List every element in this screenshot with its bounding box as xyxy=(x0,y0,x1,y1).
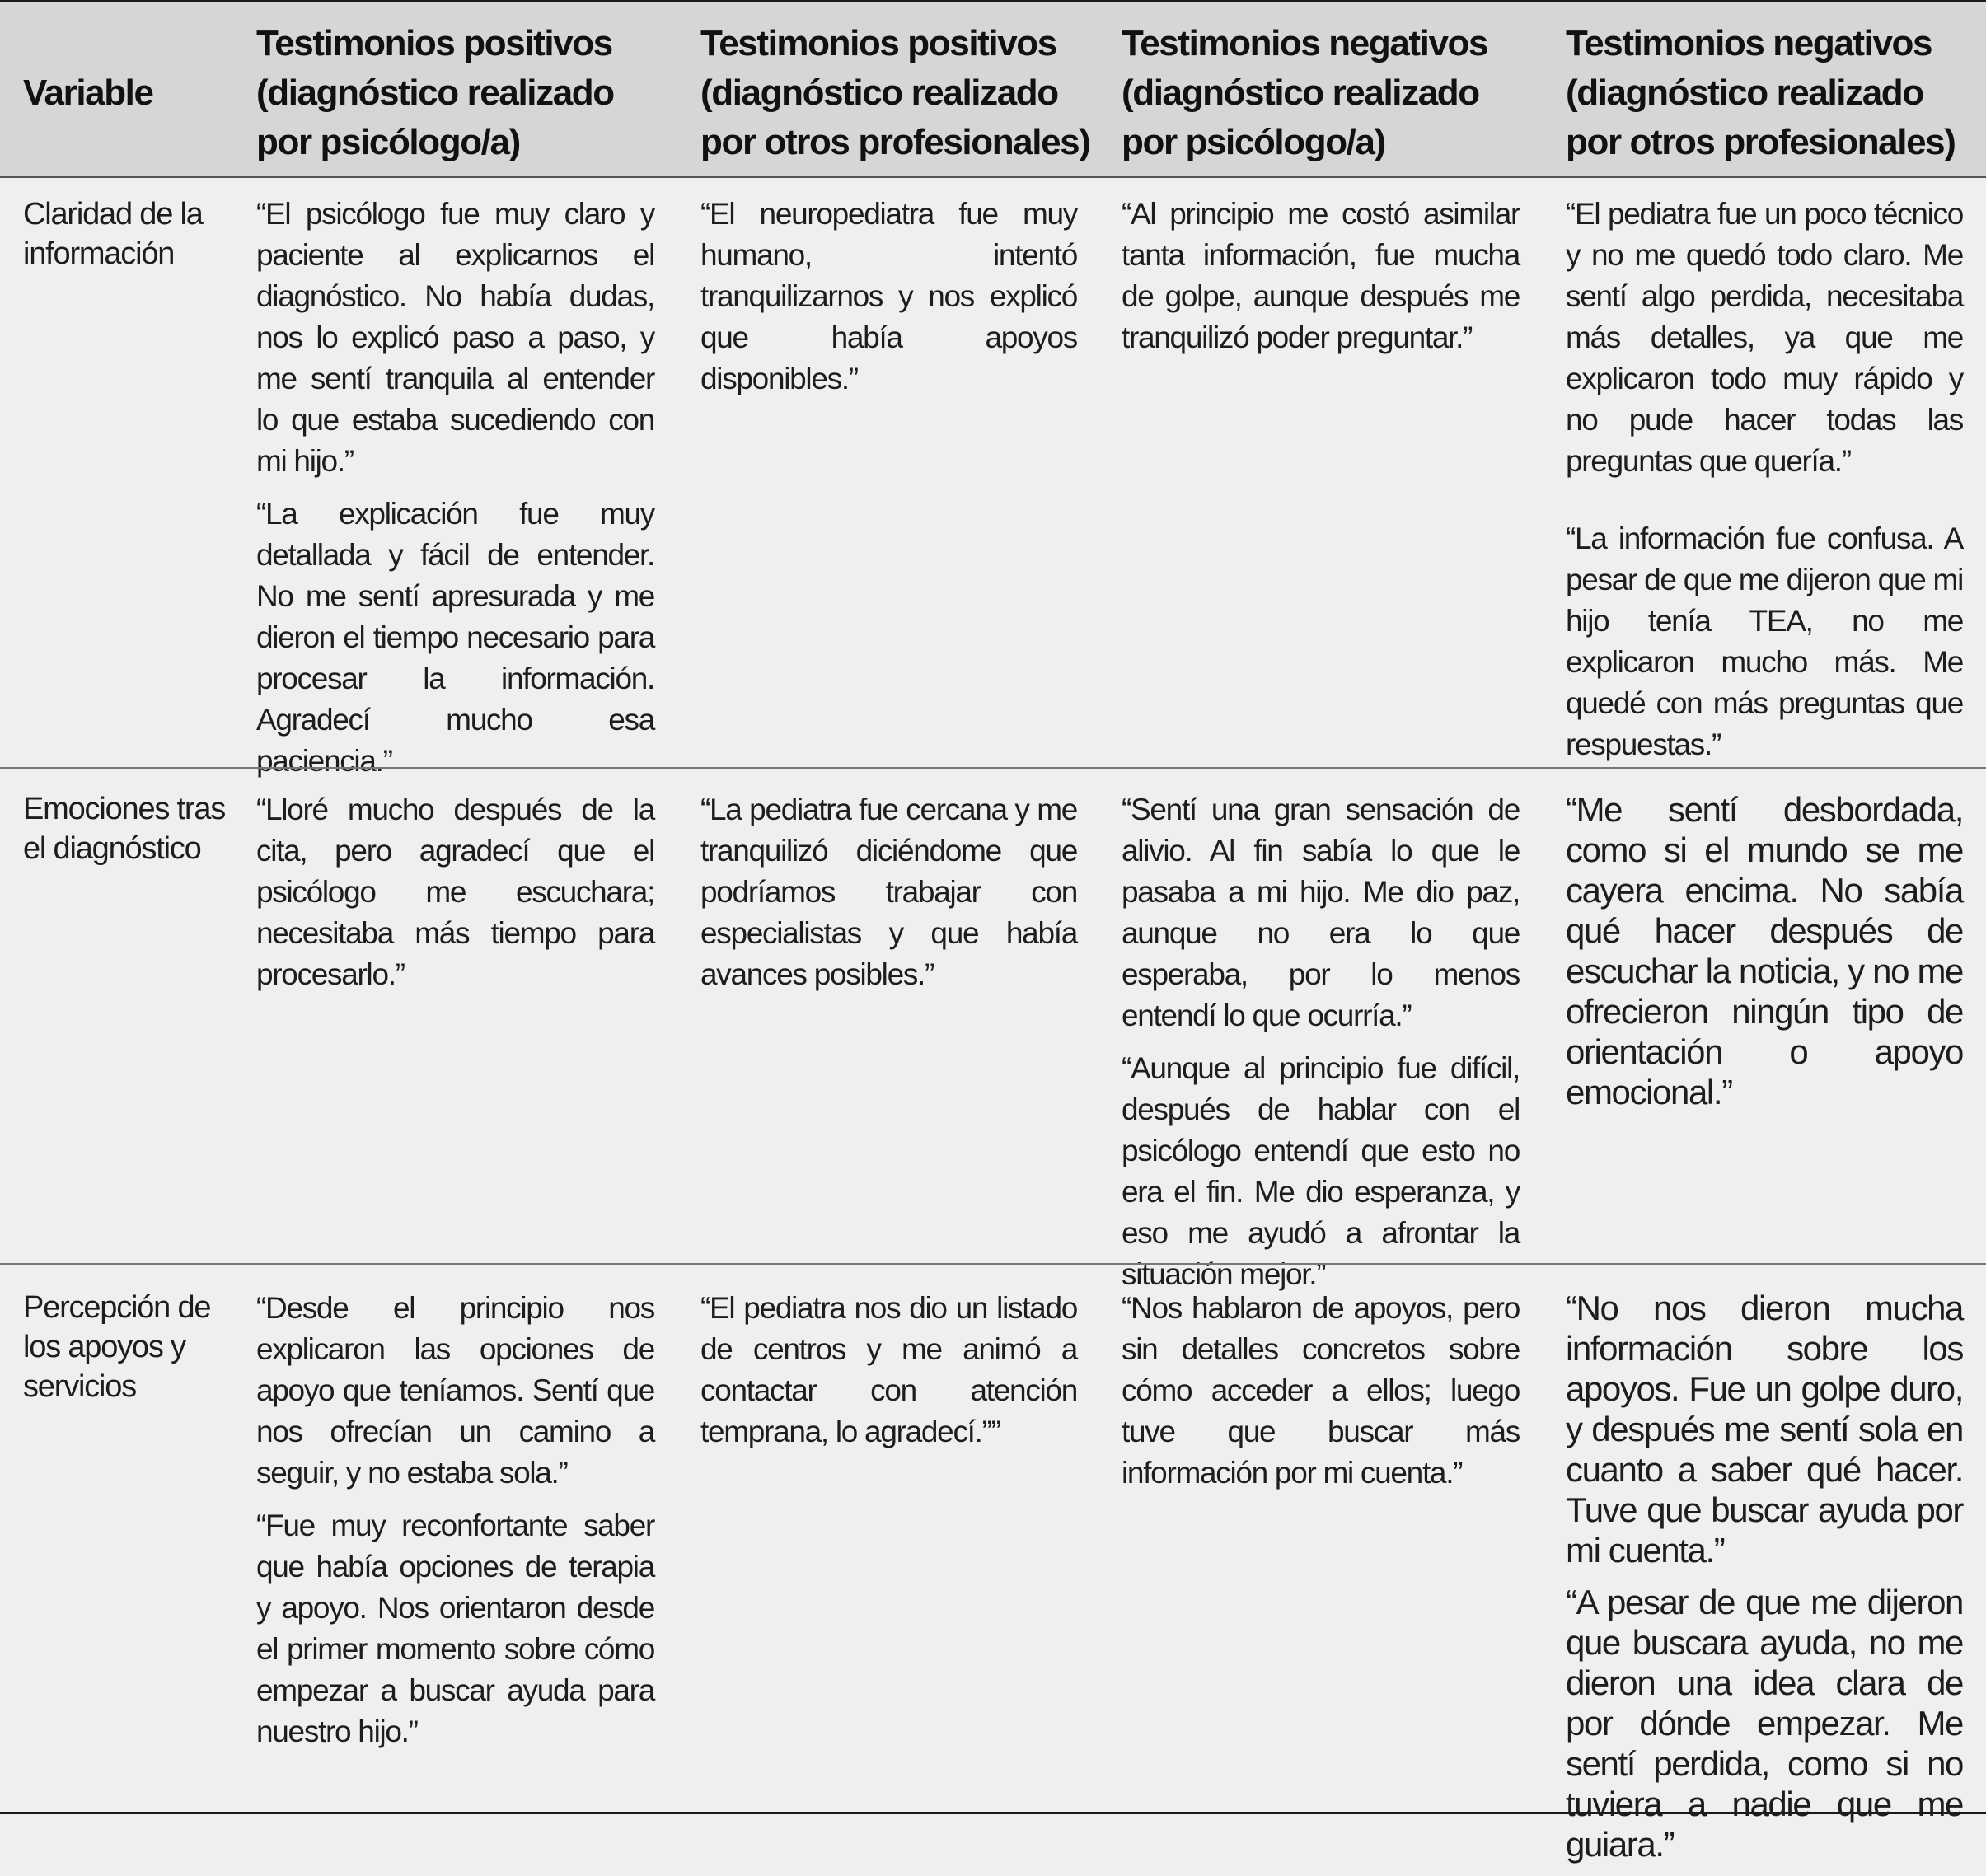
row-divider xyxy=(0,1263,1986,1265)
header-positive-other xyxy=(700,19,1089,167)
header-text: Testimonios positivos (diagnóstico realizado por otros profesionales) xyxy=(700,23,1090,162)
header-variable: Variable xyxy=(23,73,153,113)
header-text: Testimonios negativos (diagnóstico realizado por otros profesionales) xyxy=(1566,23,1956,162)
header-negative-psychologist xyxy=(1122,19,1487,167)
header-positive-psychologist xyxy=(256,19,614,167)
testimonial: “Fue muy reconfortante saber que había opciones de terapia y apoyo. Nos orientaron desde el primer momento sobre cómo empezar a buscar ayuda para nuestro hijo.” xyxy=(256,1509,654,1748)
cell-positive-psychologist xyxy=(256,1288,654,1764)
cell-positive-psychologist xyxy=(256,194,654,793)
testimonial: “El pediatra nos dio un listado de centros y me animó a contactar con atención temprana, lo agradecí.”” xyxy=(700,1291,1077,1448)
row-variable: Percepción de los apoyos y servicios xyxy=(23,1290,211,1404)
cell-negative-psychologist xyxy=(1122,1288,1520,1505)
testimonial: “Me sentí desbordada, como si el mundo se me cayera encima. No sabía qué hacer después de escuchar la noticia, y no me ofrecieron ningún tipo de orientación o apoyo emocional.” xyxy=(1566,790,1963,1111)
cell-positive-other xyxy=(700,789,1077,1007)
testimonial: “Al principio me costó asimilar tanta información, fue mucha de golpe, aunque después me tranquilizó poder preguntar.” xyxy=(1122,197,1520,354)
testimonial: “Desde el principio nos explicaron las opciones de apoyo que teníamos. Sentí que nos ofrecían un camino a seguir, y no estaba sola.” xyxy=(256,1291,654,1490)
header-negative-other xyxy=(1566,19,1955,167)
testimonial: “La información fue confusa. A pesar de que me dijeron que mi hijo tenía TEA, no me explicaron mucho más. Me quedé con más preguntas que respuestas.” xyxy=(1566,522,1963,761)
testimonial: “A pesar de que me dijeron que buscara ayuda, no me dieron una idea clara de por dónde empezar. Me sentí perdida, como si no tuviera a nadie que me guiara.” xyxy=(1566,1583,1963,1864)
row-variable: Claridad de la información xyxy=(23,197,203,271)
testimonial: “La pediatra fue cercana y me tranquilizó diciéndome que podríamos trabajar con especialistas y que había avances posibles.” xyxy=(700,793,1077,991)
row-variable: Emociones tras el diagnóstico xyxy=(23,792,226,866)
testimonial: “Lloré mucho después de la cita, pero agradecí que el psicólogo me escuchara; necesitaba más tiempo para procesarlo.” xyxy=(256,793,654,991)
testimonial: “El neuropediatra fue muy humano, intentó tranquilizarnos y nos explicó que había apoyos disponibles.” xyxy=(700,197,1077,395)
row-divider xyxy=(0,767,1986,769)
header-text: Testimonios positivos (diagnóstico realizado por psicólogo/a) xyxy=(256,23,614,162)
testimonial: “No nos dieron mucha información sobre los apoyos. Fue un golpe duro, y después me sentí sola en cuanto a saber qué hacer. Tuve que buscar ayuda por mi cuenta.” xyxy=(1566,1289,1963,1570)
cell-positive-other xyxy=(700,194,1077,411)
cell-negative-other xyxy=(1566,194,1963,777)
cell-positive-psychologist xyxy=(256,789,654,1007)
cell-negative-psychologist xyxy=(1122,194,1520,370)
cell-negative-other xyxy=(1566,1288,1963,1876)
testimonial: “Sentí una gran sensación de alivio. Al fin sabía lo que le pasaba a mi hijo. Me dio paz, aunque no era lo que esperaba, por lo menos entendí lo que ocurría.” xyxy=(1122,793,1520,1032)
testimonial: “La explicación fue muy detallada y fácil de entender. No me sentí apresurada y me dieron el tiempo necesario para procesar la información. Agradecí mucho esa paciencia.” xyxy=(256,497,654,778)
testimonial: “Aunque al principio fue difícil, después de hablar con el psicólogo entendí que esto no era el fin. Me dio esperanza, y eso me ayudó a afrontar la situación mejor.” xyxy=(1122,1051,1520,1291)
testimonial: “El pediatra fue un poco técnico y no me quedó todo claro. Me sentí algo perdida, necesitaba más detalles, ya que me explicaron todo muy rápido y no pude hacer todas las preguntas que quería.” xyxy=(1566,197,1963,478)
table-header xyxy=(0,2,1986,178)
testimonial: “Nos hablaron de apoyos, pero sin detalles concretos sobre cómo acceder a ellos; luego tuve que buscar más información por mi cuenta.” xyxy=(1122,1291,1520,1490)
header-text: Testimonios negativos (diagnóstico realizado por psicólogo/a) xyxy=(1122,23,1488,162)
testimonial: “El psicólogo fue muy claro y paciente al explicarnos el diagnóstico. No había dudas, nos lo explicó paso a paso, y me sentí tranquila al entender lo que estaba sucediendo con mi hijo.” xyxy=(256,197,654,478)
cell-negative-psychologist xyxy=(1122,789,1520,1307)
cell-positive-other xyxy=(700,1288,1077,1464)
cell-negative-other xyxy=(1566,789,1963,1124)
